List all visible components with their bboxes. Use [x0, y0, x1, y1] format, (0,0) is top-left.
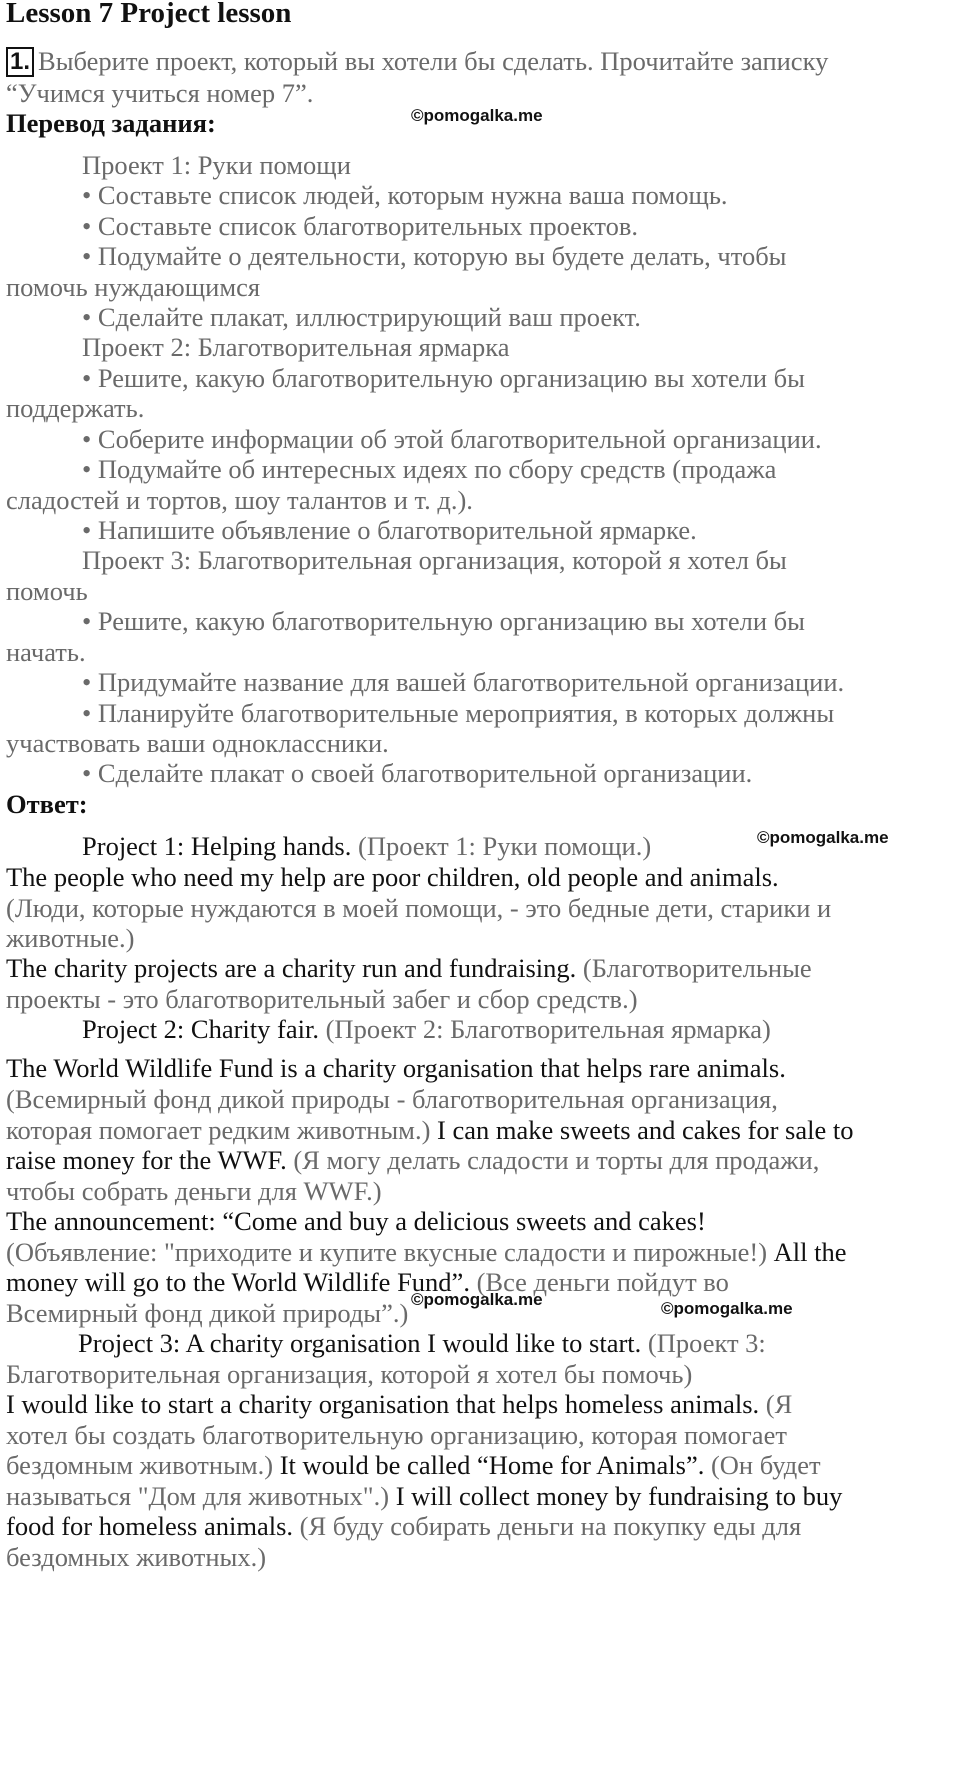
task-number-box: 1. [6, 47, 34, 77]
answer-english: The announcement: “Come and buy a delicious sweets and cakes! [6, 1206, 706, 1236]
watermark: ©pomogalka.me [757, 828, 889, 847]
bullet-item: • Сделайте плакат, иллюстрирующий ваш проект. [82, 302, 641, 332]
bullet-item: • Придумайте название для вашей благотворительной организации. [82, 667, 845, 697]
answer-russian: (Я [765, 1389, 793, 1419]
answer-russian: (Я буду собирать деньги на покупку еды для [299, 1511, 802, 1541]
page-title: Lesson 7 Project lesson [6, 0, 292, 29]
answer-russian: (Проект 2: Благотворительная ярмарка) [325, 1014, 771, 1044]
project-1-title: Проект 1: Руки помощи [82, 150, 351, 180]
answer-english: Project 1: Helping hands. [82, 831, 352, 861]
answer-line [6, 1265, 729, 1299]
answer-english: I would like to start a charity organisation that helps homeless animals. [6, 1389, 760, 1419]
answer-line [6, 1235, 847, 1269]
project-3-title-continued: помочь [6, 576, 88, 606]
answer-english: All the [773, 1237, 847, 1267]
bullet-item: • Решите, какую благотворительную организацию вы хотели бы [82, 363, 805, 393]
answer-russian: (Проект 1: Руки помощи.) [358, 831, 652, 861]
bullet-item: • Подумайте о деятельности, которую вы будете делать, чтобы [82, 241, 787, 271]
bullet-item: • Составьте список людей, которым нужна ваша помощь. [82, 180, 728, 210]
bullet-item-continued: сладостей и тортов, шоу талантов и т. д.). [6, 485, 473, 515]
answer-line [6, 1509, 801, 1543]
answer-russian: бездомных животных.) [6, 1542, 267, 1572]
answer-russian: (Объявление: "приходите и купите вкусные сладости и пирожные!) [6, 1237, 768, 1267]
bullet-item: • Подумайте об интересных идеях по сбору средств (продажа [82, 454, 777, 484]
answer-line [6, 1479, 842, 1513]
answer-russian: (Я могу делать сладости и торты для продажи, [293, 1145, 820, 1175]
answer-line [6, 1143, 819, 1177]
bullet-item: • Планируйте благотворительные мероприятия, в которых должны [82, 698, 835, 728]
bullet-item: • Сделайте плакат о своей благотворительной организации. [82, 758, 753, 788]
answer-russian: чтобы собрать деньги для WWF.) [6, 1176, 382, 1206]
answer-russian: (Все деньги пойдут во [476, 1267, 729, 1297]
answer-line [78, 1326, 766, 1360]
bullet-item: • Составьте список благотворительных проектов. [82, 211, 639, 241]
bullet-item-continued: начать. [6, 637, 86, 667]
answer-english: money will go to the World Wildlife Fund”. [6, 1267, 470, 1297]
answer-russian: животные.) [6, 923, 135, 953]
answer-heading: Ответ: [6, 789, 88, 819]
answer-english: raise money for the WWF. [6, 1145, 287, 1175]
answer-russian: (Проект 3: [647, 1328, 766, 1358]
task-text: “Учимся учиться номер 7”. [6, 78, 314, 108]
answer-line [6, 1448, 821, 1482]
answer-english: I will collect money by fundraising to buy [395, 1481, 843, 1511]
bullet-item-continued: поддержать. [6, 393, 145, 423]
answer-line [6, 1113, 853, 1147]
answer-russian: проекты - это благотворительный забег и сбор средств.) [6, 984, 638, 1014]
answer-russian: (Благотворительные [582, 953, 812, 983]
task-text: Выберите проект, который вы хотели бы сделать. Прочитайте записку [38, 46, 829, 76]
project-3-title: Проект 3: Благотворительная организация, которой я хотел бы [82, 545, 787, 575]
answer-line [6, 951, 812, 985]
watermark: ©pomogalka.me [411, 1290, 543, 1309]
answer-english: I can make sweets and cakes for sale to [437, 1115, 854, 1145]
answer-english: Project 2: Charity fair. [82, 1014, 319, 1044]
bullet-item-continued: помочь нуждающимся [6, 272, 261, 302]
task-line [6, 44, 828, 78]
answer-english: The World Wildlife Fund is a charity organisation that helps rare animals. [6, 1053, 786, 1083]
answer-russian: хотел бы создать благотворительную организацию, которая помогает [6, 1420, 787, 1450]
answer-russian: (Люди, которые нуждаются в моей помощи, - это бедные дети, старики и [6, 893, 832, 923]
answer-english: The people who need my help are poor children, old people and animals. [6, 862, 779, 892]
answer-line [82, 1012, 771, 1046]
answer-russian: бездомным животным.) [6, 1450, 274, 1480]
answer-english: It would be called “Home for Animals”. [279, 1450, 705, 1480]
translation-heading: Перевод задания: [6, 108, 216, 138]
bullet-item: • Соберите информации об этой благотворительной организации. [82, 424, 822, 454]
answer-russian: Благотворительная организация, которой я хотел бы помочь) [6, 1359, 693, 1389]
answer-russian: (Он будет [710, 1450, 821, 1480]
answer-english: The charity projects are a charity run and fundraising. [6, 953, 577, 983]
bullet-item-continued: участвовать ваши одноклассники. [6, 728, 389, 758]
watermark: ©pomogalka.me [661, 1299, 793, 1318]
answer-english: Project 3: A charity organisation I would like to start. [78, 1328, 642, 1358]
answer-russian: Всемирный фонд дикой природы”.) [6, 1298, 409, 1328]
project-2-title: Проект 2: Благотворительная ярмарка [82, 332, 510, 362]
bullet-item: • Решите, какую благотворительную организацию вы хотели бы [82, 606, 805, 636]
answer-english: food for homeless animals. [6, 1511, 294, 1541]
bullet-item: • Напишите объявление о благотворительной ярмарке. [82, 515, 697, 545]
answer-russian: (Всемирный фонд дикой природы - благотворительная организация, [6, 1084, 778, 1114]
answer-line [82, 829, 651, 863]
answer-russian: которая помогает редким животным.) [6, 1115, 431, 1145]
answer-line [6, 1387, 792, 1421]
answer-russian: называться "Дом для животных".) [6, 1481, 390, 1511]
watermark: ©pomogalka.me [411, 106, 543, 125]
